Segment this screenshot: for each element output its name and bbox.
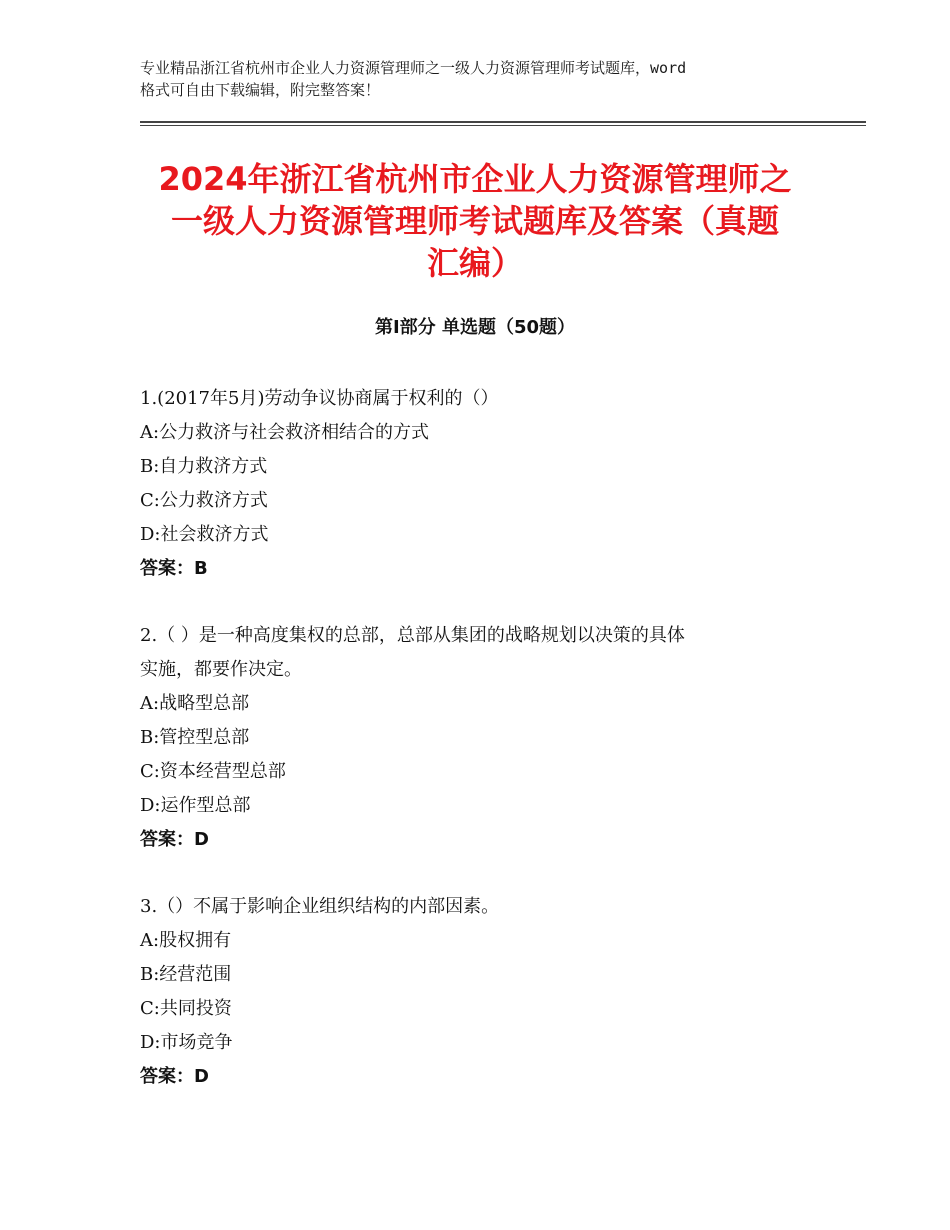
option-a: A:公力救济与社会救济相结合的方式 bbox=[140, 422, 430, 443]
option-d: D:运作型总部 bbox=[140, 795, 251, 816]
header-note bbox=[140, 57, 820, 101]
question-3 bbox=[140, 890, 820, 1094]
option-a: A:战略型总部 bbox=[140, 693, 250, 714]
option-c: C:公力救济方式 bbox=[140, 490, 268, 511]
header-note-line-2: 格式可自由下载编辑，附完整答案！ bbox=[140, 81, 381, 99]
section-heading: 第Ⅰ部分 单选题（50题） bbox=[374, 317, 575, 338]
title-line-1: 2024年浙江省杭州市企业人力资源管理师之 bbox=[158, 160, 792, 198]
answer: 答案：D bbox=[140, 829, 209, 850]
title-line-3: 汇编） bbox=[426, 244, 523, 282]
question-list bbox=[140, 382, 820, 1127]
option-b: B:管控型总部 bbox=[140, 727, 250, 748]
header-rule-thick bbox=[140, 121, 866, 123]
option-b: B:经营范围 bbox=[140, 964, 232, 985]
answer: 答案：B bbox=[140, 558, 208, 579]
title-line-2: 一级人力资源管理师考试题库及答案（真题 bbox=[170, 202, 779, 240]
header-rule-thin bbox=[140, 125, 866, 126]
question-stem-continued: 实施，都要作决定。 bbox=[140, 659, 302, 680]
answer: 答案：D bbox=[140, 1066, 209, 1087]
question-stem: 1.(2017年5月)劳动争议协商属于权利的（） bbox=[140, 388, 499, 409]
document-title bbox=[140, 158, 810, 284]
option-a: A:股权拥有 bbox=[140, 930, 232, 951]
question-stem: 2.（ ）是一种高度集权的总部，总部从集团的战略规划以决策的具体 bbox=[140, 625, 685, 646]
question-2 bbox=[140, 619, 820, 857]
question-1 bbox=[140, 382, 820, 586]
option-d: D:社会救济方式 bbox=[140, 524, 269, 545]
option-c: C:共同投资 bbox=[140, 998, 232, 1019]
option-c: C:资本经营型总部 bbox=[140, 761, 286, 782]
header-note-line-1: 专业精品浙江省杭州市企业人力资源管理师之一级人力资源管理师考试题库，word bbox=[140, 59, 687, 77]
question-stem: 3.（）不属于影响企业组织结构的内部因素。 bbox=[140, 896, 500, 917]
option-d: D:市场竞争 bbox=[140, 1032, 233, 1053]
option-b: B:自力救济方式 bbox=[140, 456, 268, 477]
